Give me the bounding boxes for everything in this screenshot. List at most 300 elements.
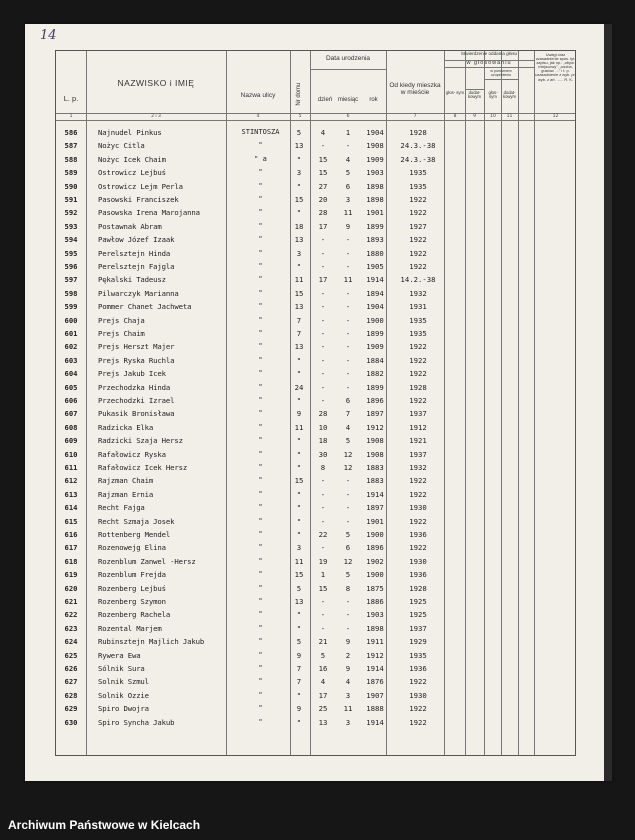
entry-number: 619	[64, 570, 78, 580]
resident-since: 1928	[409, 583, 427, 593]
street-name: "	[258, 208, 263, 217]
birth-year: 1914	[366, 489, 384, 499]
birth-day: 21	[318, 637, 328, 647]
entry-number: 628	[64, 690, 78, 700]
header-in-additional: w ponownem uzupełnieniu	[490, 69, 512, 77]
street-name: "	[258, 704, 263, 713]
resident-since: 1937	[409, 449, 427, 459]
entry-number: 600	[64, 315, 78, 325]
birth-day: 17	[318, 275, 328, 285]
house-number: "	[296, 449, 302, 459]
birth-year: 1899	[366, 382, 384, 392]
person-name: Pukasik Bronisława	[98, 409, 175, 419]
street-name: "	[258, 556, 263, 565]
resident-since: 1935	[409, 181, 427, 191]
street-name: "	[258, 288, 263, 297]
entry-number: 614	[64, 503, 78, 513]
house-number: 13	[294, 302, 304, 312]
entry-number: 597	[64, 275, 78, 285]
birth-year: 1884	[366, 355, 384, 365]
birth-day: 15	[318, 583, 328, 593]
birth-month: 4	[345, 677, 351, 687]
street-name: "	[258, 489, 263, 498]
birth-year: 1888	[366, 704, 384, 714]
birth-month: 5	[345, 570, 351, 580]
column-number: 7	[413, 114, 417, 119]
resident-since: 1922	[409, 235, 427, 245]
header-since-when: Od kiedy mieszka w mieście	[389, 82, 441, 96]
person-name: Prejs Jakub Icek	[98, 369, 166, 379]
street-name: "	[258, 463, 263, 471]
street-name: " a	[254, 154, 267, 163]
birth-year: 1883	[366, 463, 384, 472]
house-number: 13	[294, 597, 304, 606]
house-number: "	[296, 463, 302, 472]
document-page	[25, 24, 612, 781]
birth-day: 15	[318, 168, 328, 178]
birth-day: -	[320, 302, 326, 312]
page-number: 14	[40, 28, 57, 43]
birth-year: 1898	[366, 623, 384, 633]
house-number: 13	[294, 235, 304, 245]
header-street: Nazwa ulicy	[240, 92, 276, 99]
birth-day: 16	[318, 664, 328, 673]
birth-month: 12	[343, 449, 353, 459]
birth-month: -	[345, 610, 351, 620]
person-name: Radzicka Elka	[98, 422, 154, 432]
resident-since: 1935	[409, 315, 427, 325]
header-column-a: głos- sym	[446, 90, 464, 95]
birth-day: 15	[318, 154, 328, 164]
entry-number: 595	[64, 248, 78, 258]
entry-number: 618	[64, 556, 78, 566]
street-name: "	[258, 717, 263, 726]
birth-month: 12	[343, 463, 353, 472]
person-name: Rozenberg Lejbuś	[98, 583, 166, 593]
entry-number: 630	[64, 717, 78, 727]
birth-month: -	[345, 288, 351, 298]
street-name: "	[258, 302, 263, 311]
birth-day: 28	[318, 409, 328, 419]
street-name: "	[258, 449, 263, 458]
birth-year: 1914	[366, 664, 384, 673]
birth-year: 1875	[366, 583, 384, 593]
birth-year: 1898	[366, 181, 384, 191]
birth-month: -	[345, 503, 351, 513]
birth-day: -	[320, 623, 326, 633]
birth-year: 1899	[366, 221, 384, 231]
house-number: "	[296, 503, 302, 513]
resident-since: 1931	[409, 302, 427, 312]
birth-year: 1886	[366, 597, 384, 606]
birth-month: 5	[345, 436, 351, 446]
street-name: "	[258, 342, 263, 351]
entry-number: 620	[64, 583, 78, 593]
entry-number: 624	[64, 637, 78, 647]
column-number: 8	[453, 114, 457, 119]
birth-month: 4	[345, 422, 351, 432]
house-number: 3	[296, 248, 302, 258]
entry-number: 593	[64, 221, 78, 231]
house-number: 11	[294, 275, 304, 285]
house-number: 9	[296, 650, 302, 660]
street-name: "	[258, 168, 263, 177]
resident-since: 1937	[409, 409, 427, 419]
birth-day: -	[320, 516, 326, 526]
house-number: 3	[296, 168, 302, 178]
person-name: Rafałowicz Icek Hersz	[98, 463, 188, 472]
birth-year: 1907	[366, 690, 384, 700]
header-month: miesiąc	[337, 97, 359, 103]
person-name: Rubinsztejn Majlich Jakub	[98, 637, 205, 647]
person-name: Recht Szmaja Josek	[98, 516, 175, 526]
page-edge	[604, 24, 612, 781]
column-number: 11	[506, 114, 513, 119]
entry-number: 611	[64, 463, 78, 472]
house-number: 24	[294, 382, 304, 392]
birth-year: 1876	[366, 677, 384, 687]
person-name: Spiro Syncha Jakub	[98, 717, 175, 727]
street-name: "	[258, 476, 263, 485]
birth-month: 12	[343, 556, 353, 566]
person-name: Postawnak Abram	[98, 221, 162, 231]
street-name: "	[258, 637, 263, 646]
birth-month: 9	[345, 637, 351, 647]
house-number: 5	[296, 583, 302, 593]
resident-since: 14.2.-38	[400, 275, 436, 285]
birth-day: 1	[320, 570, 326, 580]
person-name: Nożyc Icek Chaim	[98, 154, 166, 164]
entry-number: 622	[64, 610, 78, 620]
birth-year: 1909	[366, 154, 384, 164]
street-name: "	[258, 221, 263, 230]
birth-year: 1894	[366, 288, 384, 298]
birth-year: 1901	[366, 516, 384, 526]
column-number: 4	[256, 114, 260, 119]
person-name: Rozenberg Rachela	[98, 610, 171, 620]
street-name: "	[258, 623, 263, 632]
birth-year: 1903	[366, 610, 384, 620]
birth-day: 25	[318, 704, 328, 714]
header-column-c: głos- sym	[488, 90, 498, 100]
birth-year: 1900	[366, 315, 384, 325]
birth-day: -	[320, 382, 326, 392]
birth-month: -	[345, 476, 351, 486]
birth-month: -	[345, 141, 351, 151]
house-number: "	[296, 369, 302, 379]
birth-year: 1912	[366, 422, 384, 432]
birth-year: 1908	[366, 141, 384, 151]
person-name: Spiro Dwojra	[98, 704, 149, 714]
column-number: 5	[298, 114, 302, 119]
birth-month: 3	[345, 195, 351, 204]
resident-since: 1922	[409, 489, 427, 499]
house-number: "	[296, 154, 302, 164]
birth-year: 1896	[366, 396, 384, 405]
resident-since: 24.3.-38	[400, 154, 436, 164]
house-number: 7	[296, 315, 302, 325]
entry-number: 603	[64, 355, 78, 365]
resident-since: 1922	[409, 396, 427, 405]
house-number: 11	[294, 422, 304, 432]
street-name: "	[258, 422, 263, 431]
birth-day: -	[320, 489, 326, 499]
entry-number: 599	[64, 302, 78, 312]
birth-day: 17	[318, 690, 328, 700]
birth-year: 1905	[366, 262, 384, 271]
birth-year: 1896	[366, 543, 384, 553]
birth-year: 1908	[366, 436, 384, 446]
entry-number: 610	[64, 449, 78, 459]
resident-since: 1928	[409, 128, 427, 137]
street-name: "	[258, 543, 263, 552]
street-name: "	[258, 677, 263, 686]
birth-day: -	[320, 262, 326, 271]
header-voting-title: Stwierdzenie oddania głosu	[460, 51, 518, 56]
birth-day: 27	[318, 181, 328, 191]
entry-number: 588	[64, 154, 78, 164]
person-name: Prejs Ryska Ruchla	[98, 355, 175, 365]
house-number: "	[296, 436, 302, 446]
entry-number: 607	[64, 409, 78, 419]
person-name: Najnudel Pinkus	[98, 128, 162, 137]
entry-number: 608	[64, 422, 78, 432]
birth-month: -	[345, 597, 351, 606]
birth-year: 1899	[366, 329, 384, 338]
birth-day: -	[320, 369, 326, 379]
birth-year: 1900	[366, 570, 384, 580]
street-name: "	[258, 396, 263, 404]
resident-since: 1930	[409, 503, 427, 513]
resident-since: 1928	[409, 382, 427, 392]
person-name: Przechodzka Hinda	[98, 382, 171, 392]
entry-number: 612	[64, 476, 78, 486]
house-number: 13	[294, 342, 304, 352]
resident-since: 1922	[409, 248, 427, 258]
street-name: "	[258, 275, 263, 284]
house-number: "	[296, 717, 302, 727]
street-name: "	[258, 516, 263, 525]
person-name: Pawłow Józef Izaak	[98, 235, 175, 245]
resident-since: 1922	[409, 342, 427, 352]
birth-month: -	[345, 262, 351, 271]
street-name: "	[258, 355, 263, 364]
street-name: STINTOSZA	[241, 128, 280, 136]
birth-month: 9	[345, 221, 351, 231]
resident-since: 1932	[409, 463, 427, 472]
street-name: "	[258, 570, 263, 579]
header-remarks: Uwagi oraz uzasadnienie spos. tyt. zapisu, jak np.: „obyw. miejscowy", „osoba, gustow. ..." i t. p. uzasadnienie z wyb. pr. wyb. z art. ...... R. K.	[535, 52, 576, 82]
person-name: Rozenblum Frejda	[98, 570, 166, 580]
column-number: 10	[490, 114, 496, 119]
birth-day: 17	[318, 221, 328, 231]
person-name: Solnik Szmul	[98, 677, 149, 687]
street-name: "	[258, 235, 263, 244]
header-in-voting: w głosowaniu	[466, 60, 512, 66]
column-number: 1	[69, 114, 73, 119]
entry-number: 594	[64, 235, 78, 245]
entry-number: 592	[64, 208, 78, 218]
person-name: Perelsztejn Fajgla	[98, 262, 175, 271]
birth-month: -	[345, 248, 351, 258]
birth-year: 1897	[366, 503, 384, 513]
house-number: 5	[296, 637, 302, 647]
birth-day: 30	[318, 449, 328, 459]
entry-number: 615	[64, 516, 78, 526]
entry-number: 590	[64, 181, 78, 191]
resident-since: 1922	[409, 677, 427, 687]
birth-month: 6	[345, 396, 351, 405]
person-name: Rafałowicz Ryska	[98, 449, 166, 459]
birth-day: -	[320, 342, 326, 352]
street-name: "	[258, 583, 263, 592]
resident-since: 24.3.-38	[400, 141, 436, 151]
birth-year: 1914	[366, 717, 384, 727]
resident-since: 1932	[409, 288, 427, 298]
house-number: "	[296, 262, 302, 271]
birth-day: -	[320, 610, 326, 620]
resident-since: 1935	[409, 650, 427, 660]
street-name: "	[258, 262, 263, 270]
house-number: 9	[296, 409, 302, 419]
birth-month: 6	[345, 181, 351, 191]
birth-day: 19	[318, 556, 328, 566]
birth-month: 5	[345, 168, 351, 178]
column-number: 12	[552, 114, 559, 119]
birth-day: 8	[320, 463, 326, 472]
street-name: "	[258, 329, 263, 337]
house-number: 13	[294, 141, 304, 151]
birth-month: 4	[345, 154, 351, 164]
person-name: Rozenblum Zanwel -Hersz	[98, 556, 196, 566]
entry-number: 606	[64, 396, 78, 405]
birth-day: 10	[318, 422, 328, 432]
birth-month: -	[345, 342, 351, 352]
birth-day: 28	[318, 208, 328, 218]
header-name: NAZWISKO i IMIĘ	[117, 78, 195, 88]
house-number: "	[296, 610, 302, 620]
house-number: 7	[296, 329, 302, 338]
house-number: "	[296, 181, 302, 191]
birth-month: -	[345, 315, 351, 325]
birth-day: -	[320, 329, 326, 338]
resident-since: 1922	[409, 543, 427, 553]
person-name: Rozenberg Szymon	[98, 597, 166, 606]
birth-day: 13	[318, 717, 328, 727]
birth-month: -	[345, 382, 351, 392]
resident-since: 1930	[409, 690, 427, 700]
resident-since: 1936	[409, 664, 427, 673]
voter-register-table	[55, 50, 576, 756]
birth-month: 11	[343, 275, 353, 285]
birth-day: -	[320, 543, 326, 553]
house-number: 15	[294, 195, 304, 204]
birth-day: -	[320, 315, 326, 325]
entry-number: 613	[64, 489, 78, 499]
house-number: 3	[296, 543, 302, 553]
birth-month: 1	[345, 128, 351, 137]
header-birth-date: Data urodzenia	[325, 55, 371, 62]
person-name: Pilwarczyk Marianna	[98, 288, 179, 298]
birth-year: 1883	[366, 476, 384, 486]
street-name: "	[258, 503, 263, 512]
street-name: "	[258, 369, 263, 378]
birth-month: 11	[343, 704, 353, 714]
header-lp: L. p.	[63, 94, 79, 103]
person-name: Rajzman Ernia	[98, 489, 154, 499]
birth-month: 9	[345, 664, 351, 673]
birth-day: -	[320, 396, 326, 405]
person-name: Rajzman Chaim	[98, 476, 154, 486]
entry-number: 586	[64, 128, 78, 137]
entry-number: 589	[64, 168, 78, 178]
person-name: Pasowska Irena Marojanna	[98, 208, 200, 218]
entry-number: 621	[64, 597, 78, 606]
birth-month: 2	[345, 650, 351, 660]
birth-day: -	[320, 248, 326, 258]
house-number: 15	[294, 476, 304, 486]
resident-since: 1935	[409, 168, 427, 178]
person-name: Solnik Ozzie	[98, 690, 149, 700]
resident-since: 1929	[409, 637, 427, 647]
column-number: 9	[473, 114, 476, 119]
birth-month: -	[345, 516, 351, 526]
birth-year: 1908	[366, 449, 384, 459]
birth-day: 5	[320, 650, 326, 660]
resident-since: 1935	[409, 329, 427, 338]
person-name: Prejs Chaja	[98, 315, 145, 325]
street-name: "	[258, 382, 263, 391]
header-house-number: Nr domu	[295, 82, 302, 106]
house-number: 7	[296, 677, 302, 687]
birth-month: -	[345, 235, 351, 245]
person-name: Pommer Chanet Jachweta	[98, 302, 192, 312]
birth-year: 1912	[366, 650, 384, 660]
person-name: Recht Fajga	[98, 503, 145, 513]
street-name: "	[258, 436, 263, 445]
street-name: "	[258, 610, 263, 619]
house-number: "	[296, 489, 302, 499]
resident-since: 1930	[409, 556, 427, 566]
birth-month: -	[345, 489, 351, 499]
birth-year: 1900	[366, 530, 384, 539]
birth-day: -	[320, 597, 326, 606]
entry-number: 591	[64, 195, 78, 204]
entry-number: 617	[64, 543, 78, 553]
resident-since: 1925	[409, 610, 427, 620]
person-name: Pękalski Tadeusz	[98, 275, 166, 285]
street-name: "	[258, 650, 263, 659]
header-year: rok	[369, 97, 378, 103]
resident-since: 1922	[409, 195, 427, 204]
header-column-d: dodat- kowym	[502, 90, 517, 100]
birth-month: -	[345, 355, 351, 365]
birth-month: 7	[345, 409, 351, 419]
archive-footer: Archiwum Państwowe w Kielcach	[8, 818, 201, 832]
birth-day: -	[320, 476, 326, 486]
entry-number: 626	[64, 664, 78, 673]
header-day: dzień	[317, 97, 333, 103]
resident-since: 1922	[409, 355, 427, 365]
street-name: "	[258, 195, 263, 203]
person-name: Ostrowicz Lejm Perla	[98, 181, 183, 191]
house-number: "	[296, 623, 302, 633]
house-number: 11	[294, 556, 304, 566]
person-name: Nożyc Citla	[98, 141, 145, 151]
birth-month: 3	[345, 690, 351, 700]
birth-year: 1909	[366, 342, 384, 352]
entry-number: 609	[64, 436, 78, 446]
